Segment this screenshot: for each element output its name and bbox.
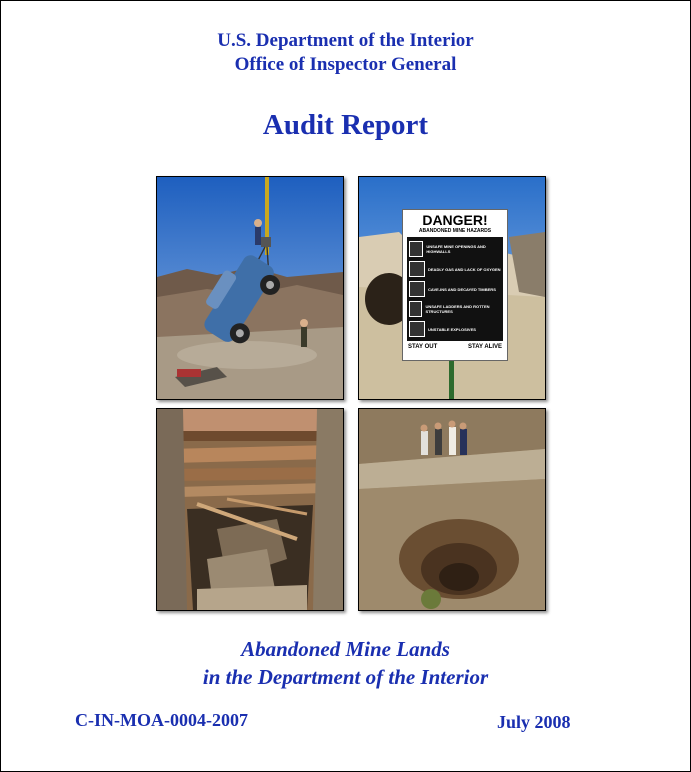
report-title-line-2: in the Department of the Interior bbox=[202, 665, 489, 689]
report-type-heading: Audit Report bbox=[262, 109, 429, 141]
danger-subheading: ABANDONED MINE HAZARDS bbox=[418, 228, 492, 234]
hazard-item bbox=[409, 299, 501, 319]
hazard-label: UNSAFE LADDERS AND ROTTEN STRUCTURES bbox=[425, 304, 490, 314]
hazard-item bbox=[409, 239, 501, 259]
hazard-item bbox=[409, 259, 501, 279]
hazard-label: UNSTABLE EXPLOSIVES bbox=[428, 326, 476, 332]
stay-alive-text: STAY ALIVE bbox=[467, 344, 502, 350]
danger-sign-board bbox=[402, 209, 508, 361]
danger-sign-footer bbox=[408, 344, 502, 350]
department-name: U.S. Department of the Interior bbox=[217, 30, 474, 51]
hazard-icon bbox=[409, 281, 425, 297]
hazard-item bbox=[409, 279, 501, 299]
hazard-icon bbox=[409, 301, 422, 317]
hazard-icon bbox=[409, 321, 425, 337]
office-name: Office of Inspector General bbox=[234, 54, 457, 75]
danger-heading: DANGER! bbox=[422, 212, 488, 228]
mine-pit-image bbox=[359, 409, 545, 610]
hazard-icon bbox=[409, 261, 425, 277]
hazard-list bbox=[407, 237, 503, 341]
photo-open-mine-pit bbox=[358, 408, 546, 611]
photo-truck-lifted-by-crane bbox=[156, 176, 344, 400]
hazard-icon bbox=[409, 241, 423, 257]
hazard-item bbox=[409, 319, 501, 339]
hazard-label: DEADLY GAS AND LACK OF OXYGEN bbox=[428, 266, 501, 272]
report-number: C-IN-MOA-0004-2007 bbox=[75, 710, 248, 730]
mine-timbers-image bbox=[157, 409, 343, 610]
report-date: July 2008 bbox=[497, 712, 571, 732]
report-title-line-1: Abandoned Mine Lands bbox=[241, 637, 450, 661]
photo-mine-entrance-timbers bbox=[156, 408, 344, 611]
report-title bbox=[1, 635, 690, 691]
stay-out-text: STAY OUT bbox=[408, 344, 438, 350]
photo-danger-sign bbox=[358, 176, 546, 400]
hazard-label: UNSAFE MINE OPENINGS AND HIGHWALLS bbox=[426, 244, 486, 254]
truck-crane-image bbox=[157, 177, 343, 399]
hazard-label: CAVE-INS AND DECAYED TIMBERS bbox=[428, 286, 496, 292]
agency-header bbox=[1, 29, 690, 77]
